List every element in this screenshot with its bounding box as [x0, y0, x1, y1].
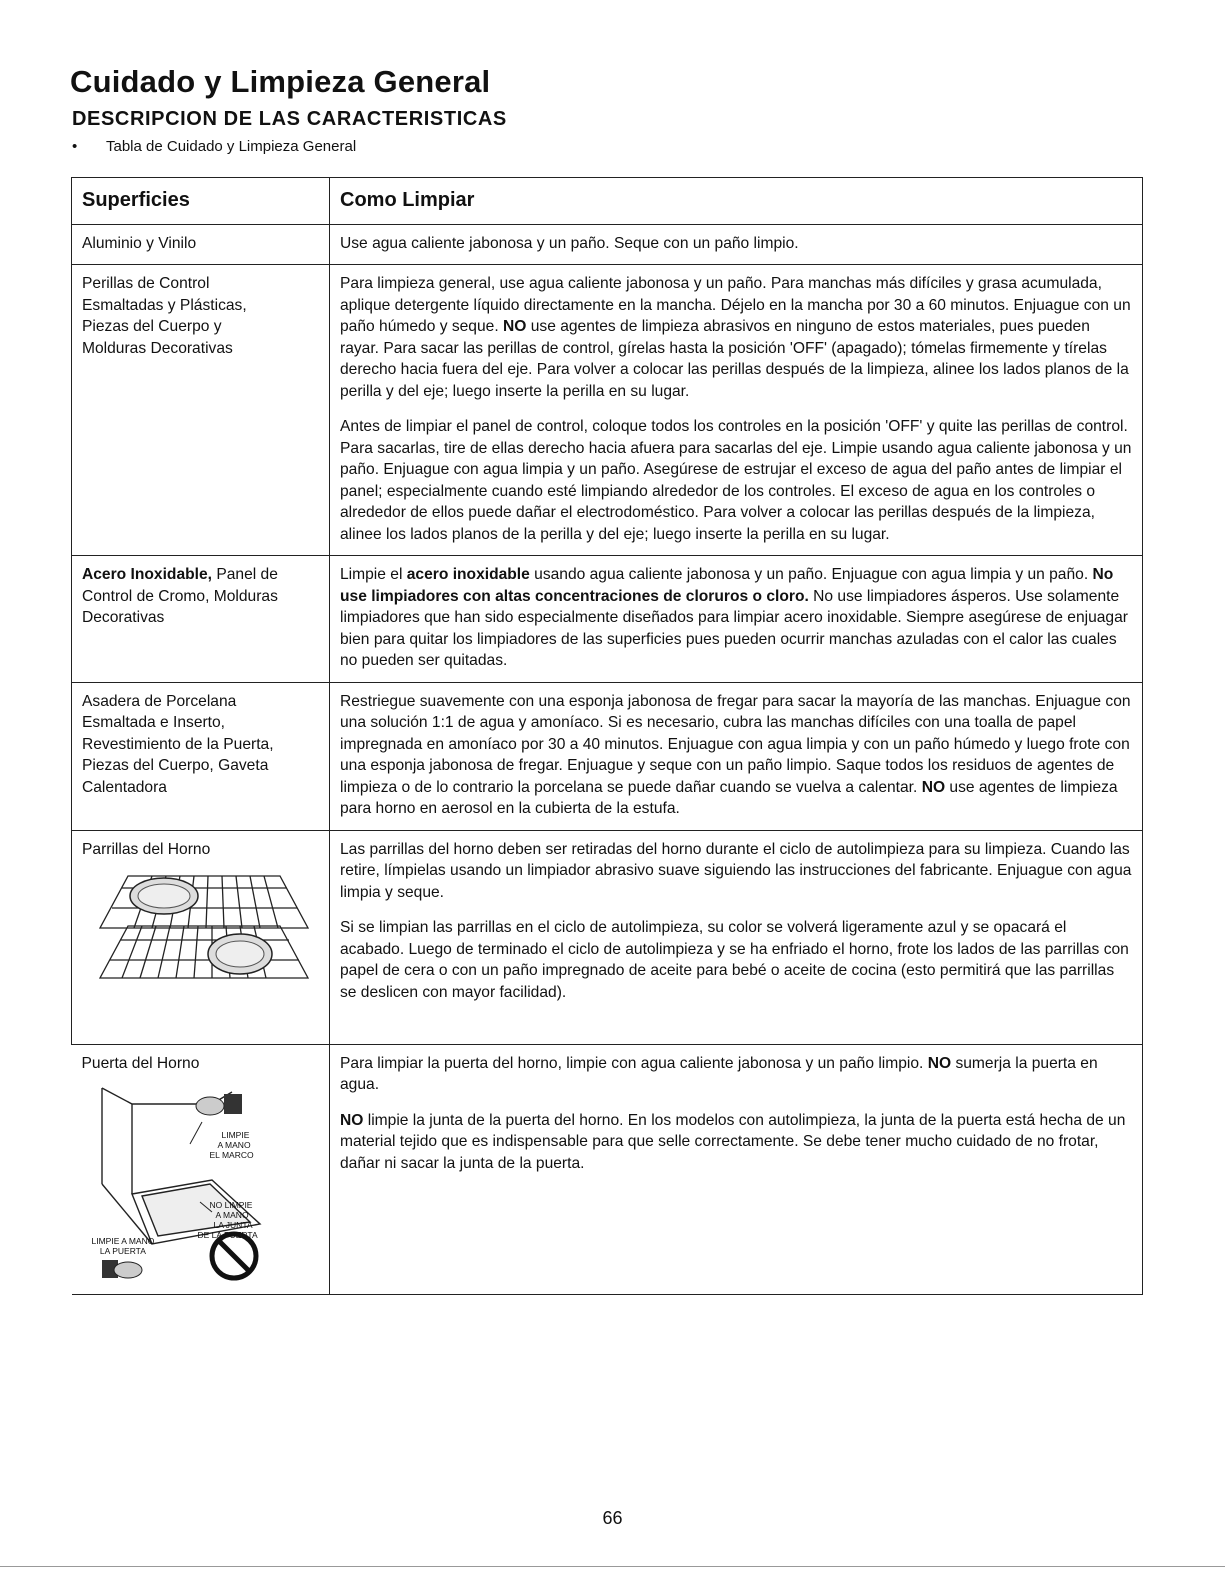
label-line: EL MARCO: [209, 1150, 254, 1160]
table-row: [72, 830, 1143, 1044]
emphasis-text: NO: [340, 1111, 364, 1129]
instructions-cell: [330, 556, 1143, 683]
surface-line: Revestimiento de la Puerta,: [82, 735, 274, 753]
label-line: LA PUERTA: [99, 1246, 146, 1256]
surface-line: Piezas del Cuerpo, Gaveta: [82, 757, 269, 774]
text-run: Limpie el: [340, 566, 407, 583]
table-row: [72, 556, 1143, 683]
text-run: Para limpieza general, use agua caliente jabonosa y un paño. Para manchas más difíciles y grasa acumulada, aplique detergente líquido directamente en la mancha. Déjelo en la mancha por 30 a 60 minutos. Enjuague con un paño húmedo y seque.: [340, 275, 1131, 335]
surface-name: Puerta del Horno: [81, 1054, 200, 1072]
instruction-paragraph: Antes de limpiar el panel de control, coloque todos los controles en la posición 'OFF' y quite las perillas de control. Para sacarlas, tire de ellas derecho hacia afuera para sacarlas del eje. Limpie usando agua caliente jabonosa y un paño. Enjuague con agua limpia y un paño. Asegúrese de estrujar el exceso de agua del paño antes de limpiar el panel; especialmente cuando esté limpiando alrededor de los controles. El exceso de agua en los controles o alrededor de ellos puede dañar el electrodoméstico. Para volver a colocar las perillas después de la limpieza, alinee los lados planos de la perilla y del eje; luego inserte la perilla en su lugar.: [340, 418, 1132, 543]
instruction-paragraph: [340, 1110, 1132, 1175]
surface-line: Esmaltada e Inserto,: [82, 714, 226, 731]
bullet-text: Tabla de Cuidado y Limpieza General: [106, 138, 357, 155]
header-how-to-clean: Como Limpiar: [330, 178, 1143, 225]
instructions-cell: [330, 830, 1143, 1044]
label-line: DE LA PUERTA: [197, 1230, 258, 1240]
surface-name: Aluminio y Vinilo: [82, 234, 197, 252]
bottom-rule: [0, 1566, 1225, 1567]
label-line: LA JUNTA: [213, 1220, 253, 1230]
text-run: limpie la junta de la puerta del horno. En los modelos con autolimpieza, la junta de la puerta está hecha de un material tejido que es indispensable para que selle correctamente. Se debe tener mucho cuidado de no frotar, dañar ni sacar la junta de la puerta.: [340, 1111, 1126, 1172]
instruction-paragraph: [340, 273, 1132, 402]
surface-line: Perillas de Control: [82, 275, 210, 292]
label-line: LIMPIE: [221, 1130, 250, 1140]
bullet-item: [72, 138, 356, 155]
label-line: LIMPIE A MANO: [91, 1236, 155, 1246]
surface-line: Esmaltadas y Plásticas,: [82, 296, 247, 314]
oven-racks-illustration: [82, 870, 319, 1007]
text-run: sumerja la puerta en agua.: [340, 1054, 1098, 1093]
surface-line: Piezas del Cuerpo y: [82, 318, 222, 335]
instruction-paragraph: Si se limpian las parrillas en el ciclo de autolimpieza, su color se volverá ligeramente azul y se opacará el acabado. Luego de terminado el ciclo de autolimpieza y se ha enfriado el horno, frote los lados de las parrillas con papel de cera o con un paño impregnado de aceite para bebé o aceite de cocina (esto permitirá que las parrillas se deslicen con mayor facilidad).: [340, 919, 1129, 1001]
label-line: A MANO: [215, 1210, 249, 1220]
table-row: [72, 1044, 1143, 1295]
instructions-cell: [330, 224, 1143, 265]
page-number: 66: [602, 1508, 623, 1528]
label-line: A MANO: [217, 1140, 251, 1150]
instruction-paragraph: [340, 1053, 1132, 1096]
table-row: [72, 265, 1143, 556]
text-run: Restriegue suavemente con una esponja jabonosa de fregar para sacar la mayoría de las manchas. Enjuague con una solución 1:1 de agua y amoníaco. Si es necesario, cubra las manchas difíciles con una toalla de papel impregnada en amoníaco por 30 a 40 minutos. Enjuague con agua limpia y con un paño húmedo y luego frote con una esponja jabonosa de fregar. Enjuague y seque con un paño limpio. Saque todos los residuos de agentes de limpieza o de lo contrario la porcelana se puede dañar cuando se vuelva a calentar.: [340, 692, 1131, 796]
instruction-paragraph: [340, 691, 1132, 820]
instruction-paragraph: [340, 564, 1132, 672]
text-run: No use limpiadores ásperos. Use solamente limpiadores que han sido especialmente diseñados para limpiar acero inoxidable. Siempre asegúrese de enjuagar bien para quitar los limpiadores de las superficies pues pueden ocurrir manchas azuladas con el calor las cuales no pueden ser quitadas.: [340, 587, 1128, 669]
emphasis-text: acero inoxidable: [406, 566, 530, 583]
surface-cell: [72, 1044, 330, 1295]
text-run: use agentes de limpieza para horno en aerosol en la cubierta de la estufa.: [340, 778, 1118, 817]
emphasis-text: No use limpiadores con altas concentraciones de cloruros o cloro.: [340, 566, 1114, 605]
surface-cell: [72, 830, 330, 1044]
label-clean-frame: [210, 1130, 254, 1160]
instruction-paragraph: Use agua caliente jabonosa y un paño. Seque con un paño limpio.: [340, 234, 799, 252]
emphasis-text: NO: [927, 1054, 952, 1072]
section-heading: DESCRIPCION DE LAS CARACTERISTICAS: [72, 108, 507, 130]
surface-name: Parrillas del Horno: [82, 840, 211, 858]
surface-cell: [72, 556, 330, 683]
instructions-cell: [330, 1044, 1143, 1295]
care-table: [71, 177, 1143, 1295]
surface-name-bold: Acero Inoxidable,: [82, 566, 212, 583]
surface-line: Asadera de Porcelana: [82, 692, 237, 710]
text-run: use agentes de limpieza abrasivos en ninguno de estos materiales, pues pueden rayar. Para sacar las perillas de control, gírelas hasta la posición 'OFF' (apagado); tómelas firmemente y tírelas derecho hacia fuera del eje. Para volver a colocar las perillas después de la limpieza, alinee los lados planos de la perilla y del eje; luego inserte la perilla en su lugar.: [340, 318, 1129, 400]
oven-racks-drawing: [82, 870, 318, 1000]
surface-cell: [72, 224, 330, 265]
emphasis-text: NO: [503, 318, 527, 335]
instructions-cell: [330, 682, 1143, 830]
surface-cell: [72, 682, 330, 830]
table-header-row: [72, 178, 1143, 225]
table-row: [72, 224, 1143, 265]
text-run: usando agua caliente jabonosa y un paño. Enjuague con agua limpia y un paño.: [529, 566, 1093, 583]
text-run: Para limpiar la puerta del horno, limpie con agua caliente jabonosa y un paño limpio.: [340, 1054, 928, 1072]
label-gasket: [197, 1200, 258, 1240]
surface-name: Panel de Control de Cromo, Molduras Decorativas: [82, 566, 278, 626]
page-title: Cuidado y Limpieza General: [70, 64, 491, 99]
instruction-paragraph: Las parrillas del horno deben ser retiradas del horno durante el ciclo de autolimpieza para su limpieza. Cuando las retire, límpielas usando un limpiador abrasivo suave siguiendo las instrucciones del fabricante. Enjuague con agua limpia y seque.: [340, 840, 1132, 901]
emphasis-text: NO: [921, 778, 946, 796]
header-surfaces: Superficies: [72, 178, 330, 225]
bullet-dot: •: [72, 138, 78, 155]
label-clean-door: [92, 1236, 155, 1256]
surface-line: Molduras Decorativas: [82, 339, 233, 357]
instructions-cell: [330, 265, 1143, 556]
table-row: [72, 682, 1143, 830]
oven-door-illustration: [82, 1084, 318, 1284]
surface-cell: [72, 265, 330, 556]
surface-line: Calentadora: [82, 778, 167, 796]
label-line: NO LIMPIE: [209, 1200, 253, 1210]
